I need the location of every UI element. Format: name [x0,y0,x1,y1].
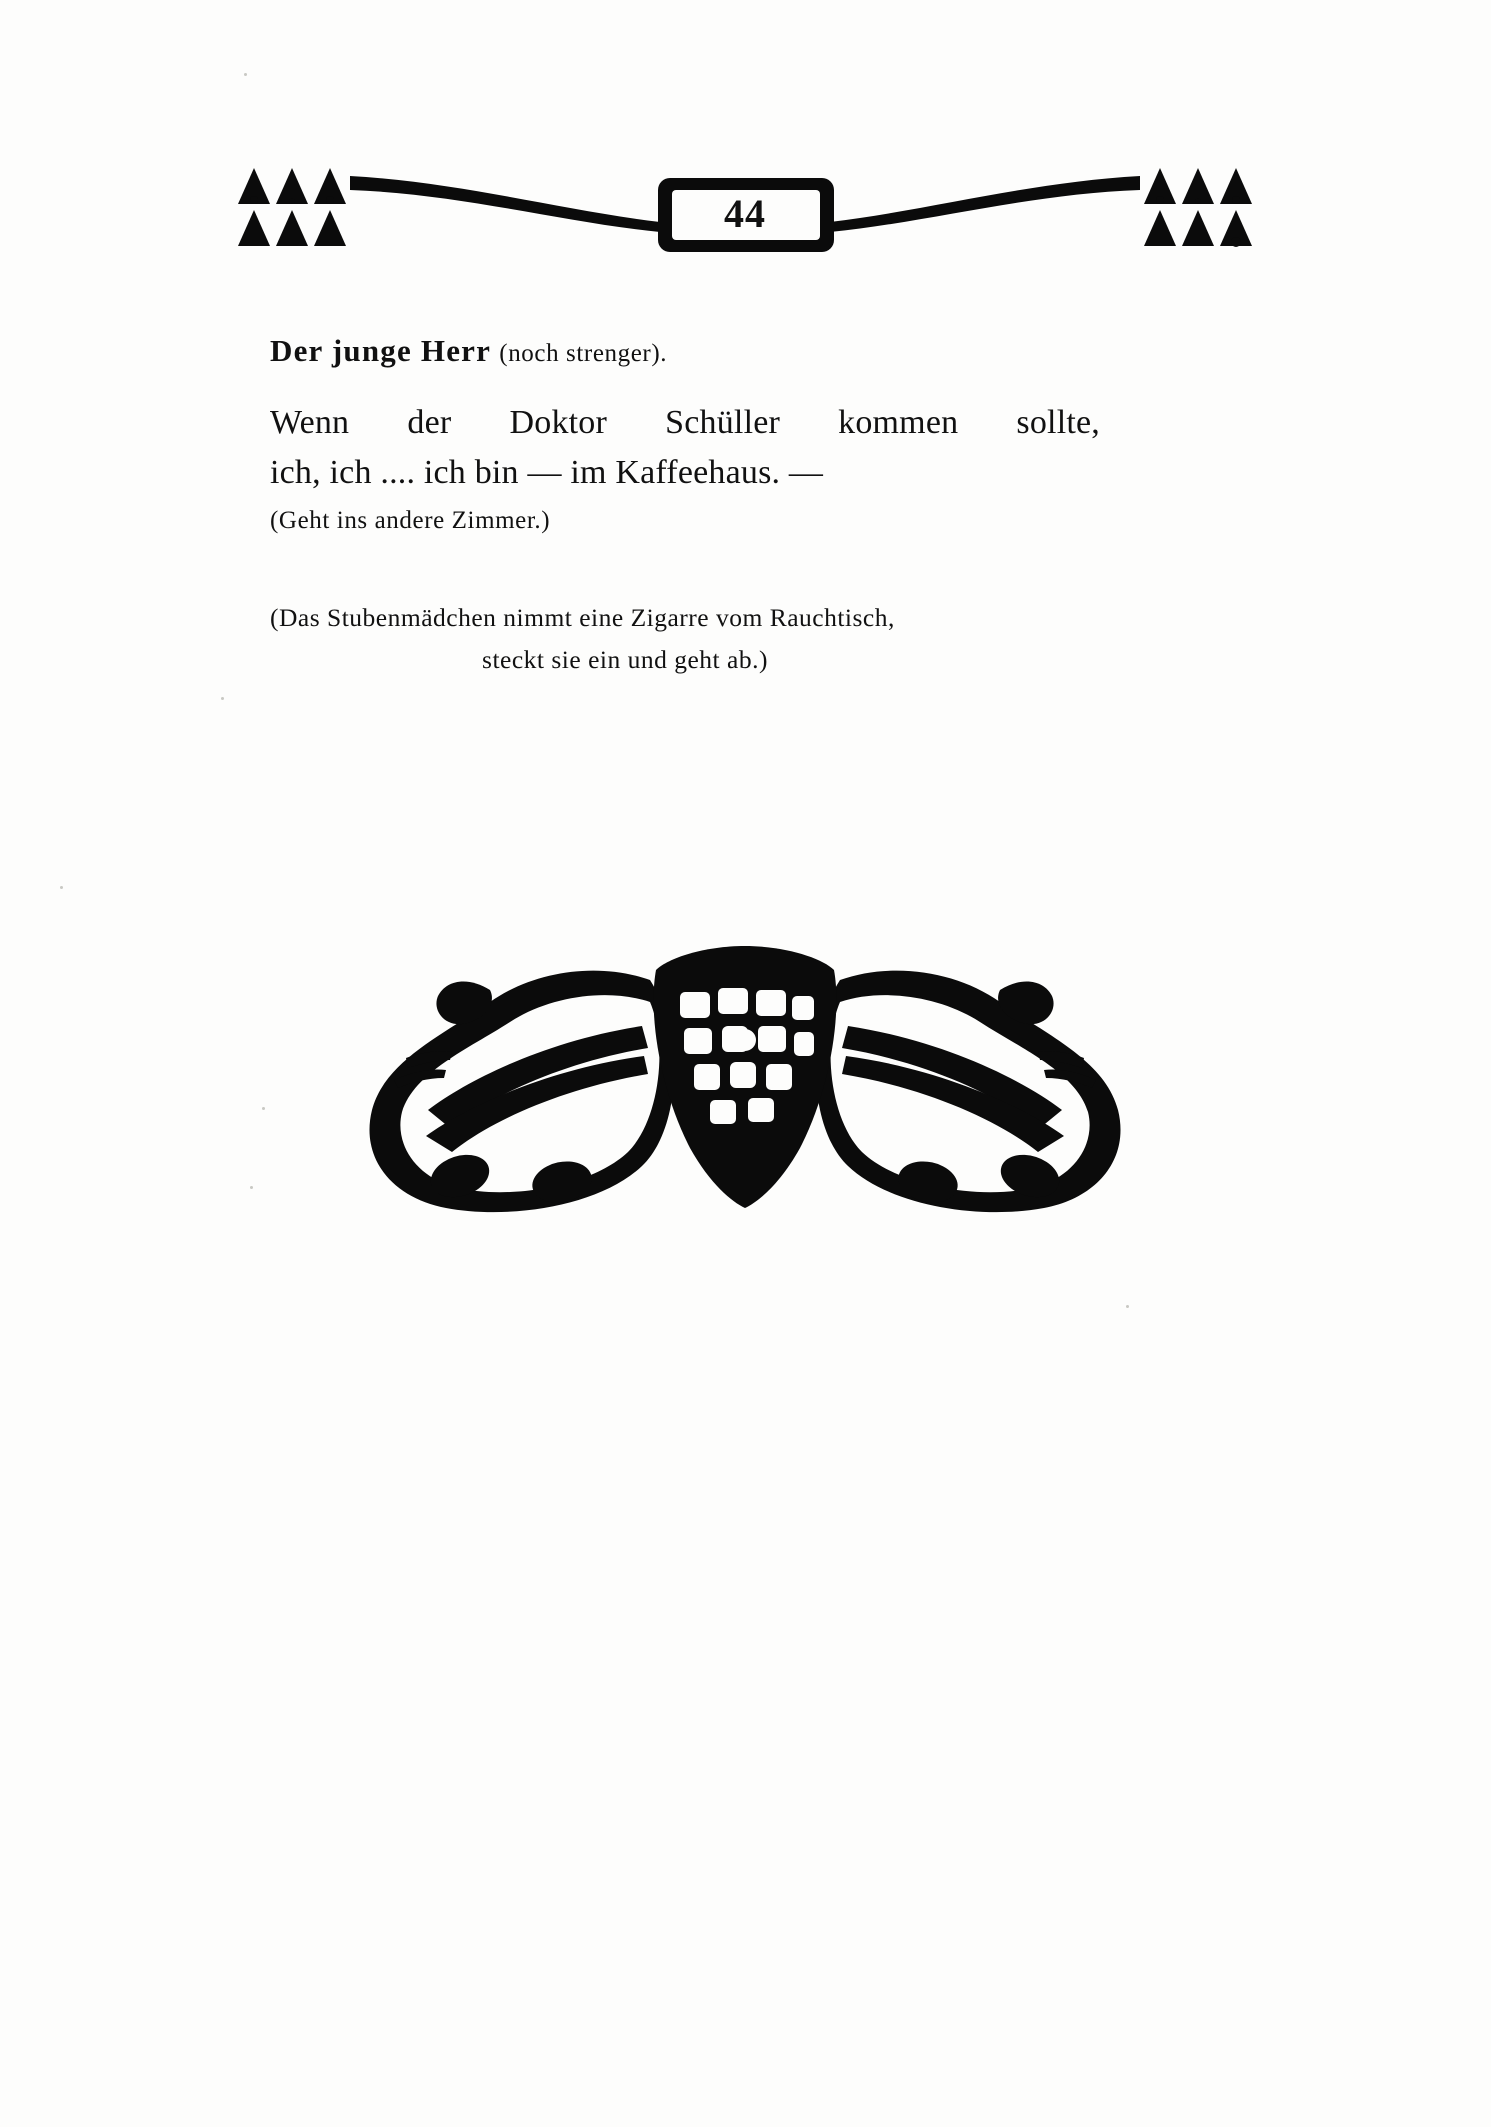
header-ornament [230,160,1260,270]
triangle-cluster-left-icon [238,168,346,246]
speaker-line [270,330,1170,372]
stage-direction-line-1: (Das Stubenmädchen nimmt eine Zigarre vom Rauchtisch, [270,603,895,633]
center-shield-icon [654,946,837,1208]
scan-speck [250,1186,253,1189]
stage-direction-line-2: steckt sie ein und geht ab.) [482,644,768,674]
scan-speck [60,886,63,889]
footer-ornament [350,940,1140,1240]
scan-speck [1126,1305,1129,1308]
speaker-name: Der junge Herr [270,333,492,368]
ornament-swag-left [350,176,660,232]
stage-direction-inline: (Geht ins andere Zimmer.) [270,507,551,535]
speech-line-2: ich, ich .... ich bin — im Kaffeehaus. — [270,454,824,492]
page-number-value: 44 [724,190,766,236]
scan-speck [262,1107,265,1110]
speech-line-1: Wenn der Doktor Schüller kommen sollte, [270,403,1100,441]
text-block [270,330,1170,680]
scan-speck [244,73,247,76]
speech-paragraph [270,398,1170,540]
stage-direction-block [270,597,1150,680]
triangle-cluster-right-icon [1144,168,1252,247]
ornament-swag-right [830,176,1140,232]
speaker-direction: (noch strenger). [499,340,668,367]
scan-speck [221,697,224,700]
